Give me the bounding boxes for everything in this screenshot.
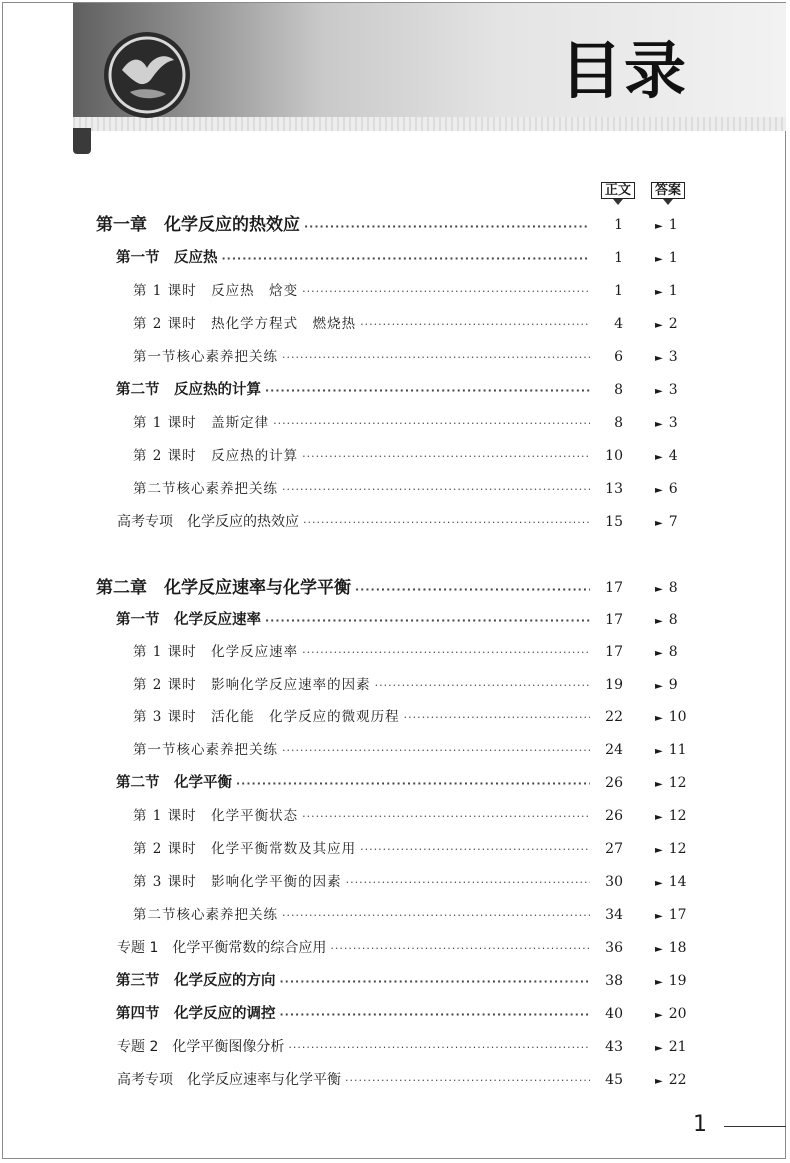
- toc-entry-answer: [655, 742, 687, 758]
- arrow-icon: ►: [655, 419, 663, 430]
- dot-leader: [355, 580, 590, 600]
- arrow-icon: ►: [655, 221, 663, 232]
- toc-entry-title: 第二节 反应热的计算: [116, 382, 261, 398]
- toc-entry[interactable]: [133, 642, 594, 662]
- dot-leader: [280, 972, 591, 992]
- page-title: 目录: [560, 34, 689, 107]
- arrow-icon: ►: [655, 1043, 663, 1054]
- toc-entry[interactable]: [133, 806, 594, 826]
- toc-entry-page: 19: [605, 677, 623, 693]
- dot-leader: [282, 906, 590, 926]
- dot-leader: [360, 315, 590, 335]
- arrow-icon: ►: [655, 320, 663, 331]
- toc-entry-answer: [655, 580, 678, 596]
- arrow-icon: ►: [655, 713, 663, 724]
- toc-entry-page: 22: [605, 709, 623, 725]
- toc-entry-title: 第 2 课时 反应热的计算: [133, 448, 299, 464]
- arrow-icon: ►: [655, 911, 663, 922]
- dot-leader: [302, 807, 590, 827]
- toc-entry-page: 10: [605, 448, 623, 464]
- dot-leader: [288, 1038, 590, 1058]
- dot-leader: [236, 774, 590, 794]
- toc-entry[interactable]: [133, 479, 594, 499]
- arrow-icon: ►: [655, 386, 663, 397]
- dot-leader: [330, 939, 590, 959]
- toc-entry[interactable]: [117, 1037, 594, 1057]
- arrow-icon: ►: [655, 977, 663, 988]
- toc-entry-page: 27: [605, 841, 623, 857]
- dot-leader: [302, 643, 590, 663]
- toc-entry[interactable]: [116, 1004, 594, 1024]
- dot-leader: [360, 840, 590, 860]
- page-number: 1: [693, 1112, 707, 1137]
- dot-leader: [265, 381, 590, 401]
- dot-leader: [345, 1071, 590, 1091]
- dot-leader: [222, 249, 591, 269]
- toc-entry-answer: [655, 283, 678, 299]
- toc-entry-answer: [655, 973, 687, 989]
- dot-leader: [346, 873, 590, 893]
- toc-entry[interactable]: [116, 248, 594, 268]
- toc-entry-page: 45: [605, 1072, 623, 1088]
- toc-entry-title: 第二节核心素养把关练: [133, 481, 278, 497]
- toc-entry-answer-page: 12: [668, 775, 687, 791]
- toc-entry[interactable]: [133, 839, 594, 859]
- toc-entry-answer-page: 9: [668, 677, 678, 693]
- toc-entry-title: 第四节 化学反应的调控: [116, 1006, 276, 1022]
- arrow-icon: ►: [655, 353, 663, 364]
- toc-entry-answer: [655, 907, 687, 923]
- toc-entry-answer: [655, 841, 687, 857]
- toc-entry-title: 第 2 课时 化学平衡常数及其应用: [133, 841, 357, 857]
- toc-entry[interactable]: [116, 773, 594, 793]
- toc-entry-answer: [655, 612, 678, 628]
- toc-entry[interactable]: [133, 905, 594, 925]
- toc-entry-title: 第 1 课时 化学平衡状态: [133, 808, 299, 824]
- dot-leader: [303, 513, 590, 533]
- toc-entry-title: 第二章 化学反应速率与化学平衡: [96, 578, 351, 598]
- toc-entry-page: 30: [605, 874, 623, 890]
- toc-entry-page: 17: [605, 612, 623, 628]
- arrow-icon: ►: [655, 746, 663, 757]
- toc-entry-answer-page: 4: [668, 448, 678, 464]
- toc-entry[interactable]: [96, 215, 594, 235]
- toc-entry-title: 第二节 化学平衡: [116, 775, 232, 791]
- arrow-icon: ►: [655, 1010, 663, 1021]
- dot-leader: [404, 708, 590, 728]
- toc-entry-answer-page: 3: [668, 382, 678, 398]
- toc-entry-title: 专题 1 化学平衡常数的综合应用: [117, 940, 327, 956]
- toc-entry-answer-page: 20: [668, 1006, 687, 1022]
- toc-entry-page: 15: [605, 514, 623, 530]
- toc-entry-answer: [655, 775, 687, 791]
- toc-entry-title: 第 3 课时 影响化学平衡的因素: [133, 874, 342, 890]
- toc-entry-answer-page: 21: [668, 1039, 687, 1055]
- toc-entry[interactable]: [133, 675, 594, 695]
- banner-tab: [73, 128, 91, 154]
- toc-entry[interactable]: [133, 347, 594, 367]
- toc-entry-page: 13: [605, 481, 623, 497]
- toc-entry-answer-page: 22: [668, 1072, 687, 1088]
- toc-entry-page: 8: [614, 415, 623, 431]
- toc-entry-answer: [655, 382, 678, 398]
- toc-entry-answer: [655, 514, 678, 530]
- arrow-icon: ►: [655, 584, 663, 595]
- toc-entry[interactable]: [133, 872, 594, 892]
- toc-entry[interactable]: [133, 314, 594, 334]
- dot-leader: [302, 282, 590, 302]
- toc-entry-title: 第 2 课时 影响化学反应速率的因素: [133, 677, 371, 693]
- toc-entry-title: 第二节核心素养把关练: [133, 907, 278, 923]
- toc-entry-page: 43: [605, 1039, 623, 1055]
- toc-entry-title: 第 1 课时 反应热 焓变: [133, 283, 299, 299]
- toc-entry-answer: [655, 217, 678, 233]
- toc-entry-page: 17: [605, 580, 623, 596]
- arrow-icon: ►: [655, 254, 663, 265]
- dot-leader: [282, 348, 590, 368]
- toc-entry-answer-page: 8: [668, 580, 678, 596]
- toc-entry[interactable]: [133, 413, 594, 433]
- toc-entry-answer-page: 8: [668, 612, 678, 628]
- toc-entry-title: 高考专项 化学反应速率与化学平衡: [117, 1072, 341, 1088]
- toc-entry-answer-page: 7: [668, 514, 678, 530]
- toc-entry-answer: [655, 808, 687, 824]
- arrow-icon: ►: [655, 485, 663, 496]
- toc-entry-answer-page: 3: [668, 349, 678, 365]
- toc-entry-answer: [655, 677, 678, 693]
- toc-entry[interactable]: [117, 1070, 594, 1090]
- toc-entry-page: 34: [605, 907, 623, 923]
- toc-entry-answer-page: 17: [668, 907, 687, 923]
- toc-entry[interactable]: [116, 380, 594, 400]
- toc-entry-page: 4: [614, 316, 623, 332]
- toc-entry-page: 40: [605, 1006, 623, 1022]
- toc-entry-answer: [655, 415, 678, 431]
- toc-entry-page: 24: [605, 742, 623, 758]
- dot-leader: [282, 480, 590, 500]
- toc-entry[interactable]: [116, 610, 594, 630]
- toc-entry-page: 17: [605, 644, 623, 660]
- toc-entry-title: 第一章 化学反应的热效应: [96, 215, 300, 235]
- arrow-icon: ►: [655, 452, 663, 463]
- toc-entry-answer-page: 19: [668, 973, 687, 989]
- body-column-header: 正文: [601, 182, 635, 199]
- arrow-icon: ►: [655, 616, 663, 627]
- toc-entry-answer-page: 18: [668, 940, 687, 956]
- toc-entry[interactable]: [117, 938, 594, 958]
- arrow-icon: ►: [655, 845, 663, 856]
- toc-entry-title: 第 1 课时 化学反应速率: [133, 644, 299, 660]
- dot-leader: [375, 676, 590, 696]
- toc-entry-page: 1: [614, 217, 623, 233]
- arrow-icon: ►: [655, 681, 663, 692]
- toc-entry-answer-page: 2: [668, 316, 678, 332]
- toc-entry-answer-page: 1: [668, 283, 678, 299]
- toc-entry-answer: [655, 709, 687, 725]
- toc-entry-answer: [655, 644, 678, 660]
- toc-entry-answer-page: 1: [668, 250, 678, 266]
- answer-column-header: 答案: [651, 182, 685, 199]
- arrow-icon: ►: [655, 518, 663, 529]
- eagle-logo-icon: [102, 30, 192, 120]
- toc-entry-answer: [655, 1039, 687, 1055]
- toc-entry-page: 36: [605, 940, 623, 956]
- toc-entry-page: 8: [614, 382, 623, 398]
- toc-entry-answer-page: 10: [668, 709, 687, 725]
- footer-rule: [724, 1126, 786, 1127]
- arrow-icon: ►: [655, 944, 663, 955]
- toc-entry[interactable]: [133, 446, 594, 466]
- toc-entry-answer: [655, 874, 687, 890]
- toc-entry-answer-page: 12: [668, 808, 687, 824]
- toc-entry-answer-page: 14: [668, 874, 687, 890]
- arrow-icon: ►: [655, 779, 663, 790]
- toc-entry-answer: [655, 940, 687, 956]
- toc-entry[interactable]: [117, 512, 594, 532]
- arrow-icon: ►: [655, 812, 663, 823]
- dot-leader: [302, 447, 590, 467]
- toc-entry[interactable]: [133, 740, 594, 760]
- arrow-icon: ►: [655, 878, 663, 889]
- toc-entry[interactable]: [96, 578, 594, 598]
- toc-entry-title: 专题 2 化学平衡图像分析: [117, 1039, 285, 1055]
- arrow-icon: ►: [655, 1076, 663, 1087]
- toc-entry-title: 第一节核心素养把关练: [133, 742, 278, 758]
- toc-entry-answer-page: 11: [668, 742, 687, 758]
- toc-entry-page: 1: [614, 283, 623, 299]
- toc-entry-answer: [655, 481, 678, 497]
- toc-entry-page: 6: [614, 349, 623, 365]
- arrow-icon: ►: [655, 648, 663, 659]
- toc-entry-answer: [655, 316, 678, 332]
- toc-entry-answer-page: 12: [668, 841, 687, 857]
- toc-entry-title: 高考专项 化学反应的热效应: [117, 514, 299, 530]
- dot-leader: [304, 217, 590, 237]
- toc-entry[interactable]: [133, 281, 594, 301]
- toc-entry-answer-page: 1: [668, 217, 678, 233]
- toc-entry-page: 1: [614, 250, 623, 266]
- toc-entry-answer-page: 6: [668, 481, 678, 497]
- toc-entry-title: 第一节 化学反应速率: [116, 612, 261, 628]
- toc-entry-answer: [655, 250, 678, 266]
- toc-entry-title: 第一节核心素养把关练: [133, 349, 278, 365]
- toc-entry-title: 第 2 课时 热化学方程式 燃烧热: [133, 316, 357, 332]
- toc-entry-page: 26: [605, 808, 623, 824]
- dot-leader: [273, 414, 590, 434]
- toc-entry-answer: [655, 349, 678, 365]
- toc-entry-title: 第一节 反应热: [116, 250, 218, 266]
- toc-entry-title: 第 3 课时 活化能 化学反应的微观历程: [133, 709, 400, 725]
- dot-leader: [280, 1005, 591, 1025]
- toc-entry-answer-page: 8: [668, 644, 678, 660]
- toc-entry-title: 第 1 课时 盖斯定律: [133, 415, 270, 431]
- arrow-icon: ►: [655, 287, 663, 298]
- toc-entry[interactable]: [133, 707, 594, 727]
- toc-entry-answer: [655, 1006, 687, 1022]
- dot-leader: [282, 741, 590, 761]
- toc-entry[interactable]: [116, 971, 594, 991]
- toc-entry-answer-page: 3: [668, 415, 678, 431]
- toc-entry-title: 第三节 化学反应的方向: [116, 973, 276, 989]
- toc-entry-answer: [655, 1072, 687, 1088]
- dot-leader: [265, 611, 590, 631]
- toc-entry-answer: [655, 448, 678, 464]
- toc-entry-page: 26: [605, 775, 623, 791]
- toc-entry-page: 38: [605, 973, 623, 989]
